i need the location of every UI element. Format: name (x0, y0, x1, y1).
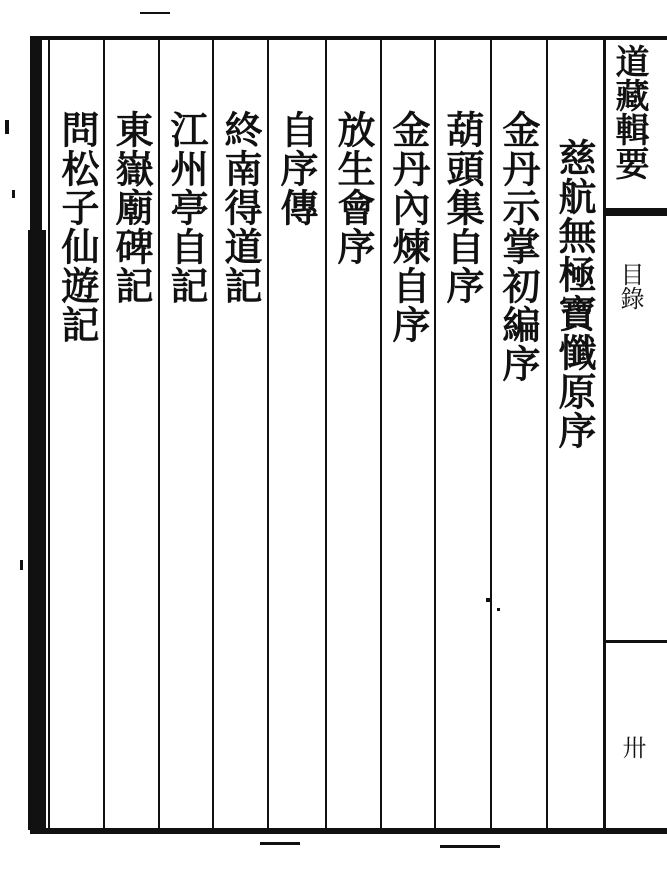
top-border (30, 36, 667, 40)
toc-entry: 葫頭集自序 (440, 110, 485, 305)
toc-entry: 自序傳 (274, 110, 319, 227)
toc-entry: 金丹示掌初編序 (496, 110, 541, 383)
fish-tail-upper (606, 208, 667, 216)
toc-entry: 江州亭自記 (164, 110, 209, 305)
toc-entry: 終南得道記 (218, 110, 263, 305)
column-divider (267, 40, 269, 828)
column-divider (325, 40, 327, 828)
margin-title: 道藏輯要 (609, 44, 649, 180)
ink-speck (440, 845, 500, 848)
toc-entry: 慈航無極寶懺原序 (552, 138, 597, 450)
toc-entry: 問松子仙遊記 (55, 110, 100, 344)
toc-entry: 金丹內煉自序 (386, 110, 431, 344)
fish-tail-lower (606, 640, 667, 643)
ink-speck (5, 120, 9, 134)
ink-speck (486, 598, 490, 602)
column-divider (380, 40, 382, 828)
ink-speck (260, 842, 300, 845)
margin-section: 目錄 (616, 262, 644, 310)
column-divider (212, 40, 214, 828)
column-divider (546, 40, 548, 828)
toc-entry: 東嶽廟碑記 (109, 110, 154, 305)
ink-speck (497, 608, 500, 611)
margin-lower-mark: 卅 (618, 735, 646, 759)
ink-smear (28, 230, 46, 830)
column-divider (603, 40, 606, 828)
ink-speck (140, 12, 170, 14)
column-divider (490, 40, 492, 828)
column-divider (434, 40, 436, 828)
ink-speck (20, 560, 23, 570)
inner-left-border (48, 40, 50, 828)
ink-speck (12, 190, 15, 198)
column-divider (158, 40, 160, 828)
toc-entry: 放生會序 (331, 110, 376, 266)
bottom-border (30, 828, 667, 834)
column-divider (103, 40, 105, 828)
